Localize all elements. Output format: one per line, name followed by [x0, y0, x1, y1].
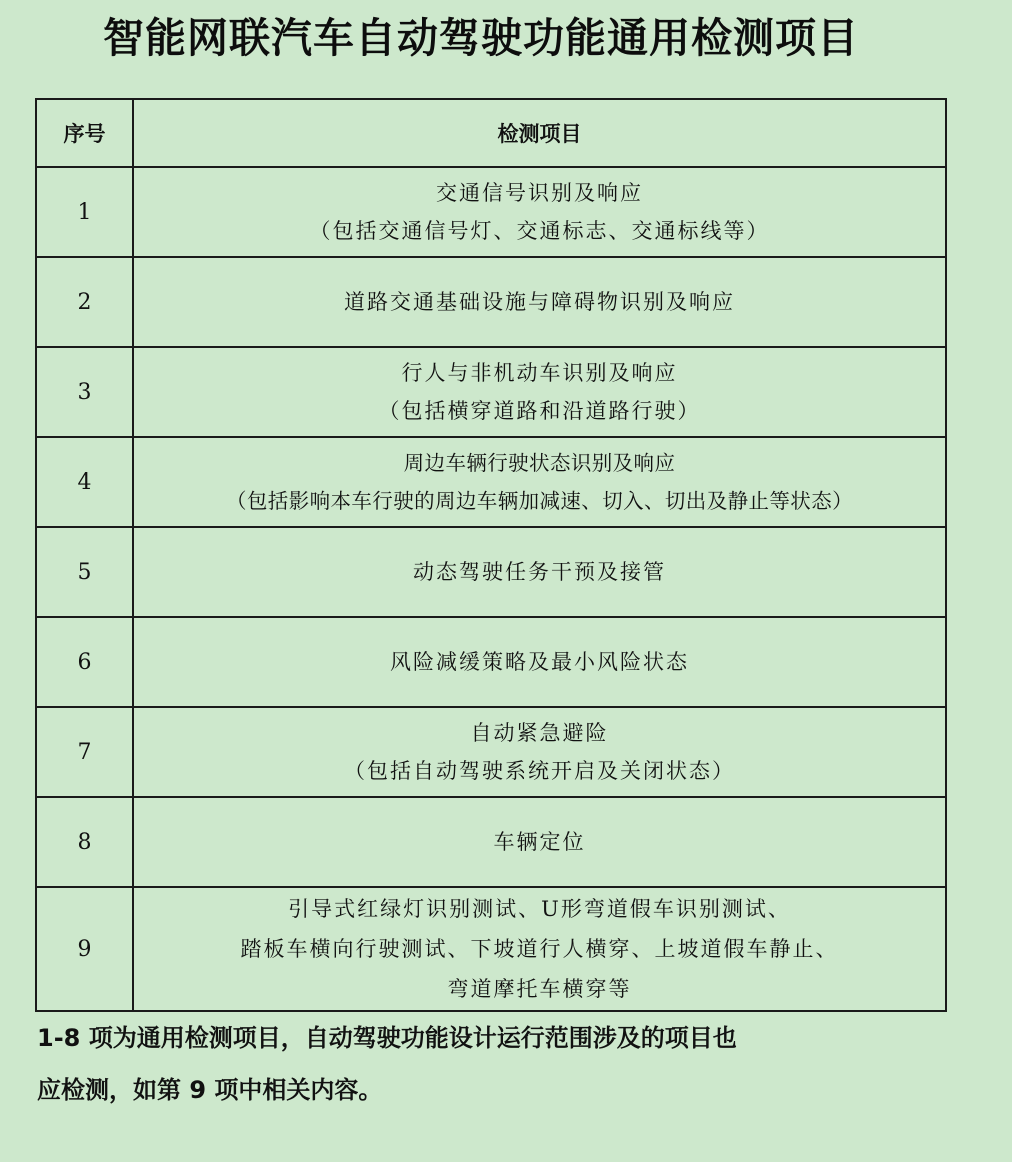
item-line: （包括影响本车行驶的周边车辆加减速、切入、切出及静止等状态） — [226, 489, 853, 513]
table-row — [36, 257, 946, 347]
row-number: 1 — [36, 167, 133, 257]
table-row — [36, 347, 946, 437]
item-line: （包括横穿道路和沿道路行驶） — [378, 399, 701, 423]
row-item — [133, 527, 946, 617]
table-row — [36, 617, 946, 707]
row-number: 3 — [36, 347, 133, 437]
item-line: 自动紧急避险 — [470, 721, 609, 745]
row-number: 4 — [36, 437, 133, 527]
item-line: 引导式红绿灯识别测试、U形弯道假车识别测试、 — [288, 897, 791, 921]
row-number: 7 — [36, 707, 133, 797]
row-number: 8 — [36, 797, 133, 887]
page-title: 智能网联汽车自动驾驶功能通用检测项目 — [103, 14, 859, 62]
column-header-number: 序号 — [36, 99, 133, 167]
row-item — [133, 347, 946, 437]
item-line: （包括交通信号灯、交通标志、交通标线等） — [309, 219, 770, 243]
row-item — [133, 797, 946, 887]
row-number: 6 — [36, 617, 133, 707]
row-item — [133, 707, 946, 797]
row-item — [133, 617, 946, 707]
table-row — [36, 797, 946, 887]
item-line: 行人与非机动车识别及响应 — [401, 361, 678, 385]
item-line: 动态驾驶任务干预及接管 — [413, 560, 666, 584]
row-item — [133, 257, 946, 347]
table-row — [36, 437, 946, 527]
row-item — [133, 437, 946, 527]
table-header-row — [36, 99, 946, 167]
item-line: 车辆定位 — [493, 830, 586, 854]
row-number: 2 — [36, 257, 133, 347]
inspection-items-table — [35, 98, 947, 1012]
item-line: 风险减缓策略及最小风险状态 — [390, 650, 689, 674]
item-line: 交通信号识别及响应 — [436, 181, 643, 205]
item-line: （包括自动驾驶系统开启及关闭状态） — [344, 759, 735, 783]
item-line: 弯道摩托车横穿等 — [447, 977, 632, 1001]
row-number: 9 — [36, 887, 133, 1011]
row-number: 5 — [36, 527, 133, 617]
footnote-line: 1-8 项为通用检测项目，自动驾驶功能设计运行范围涉及的项目也 — [37, 1024, 737, 1052]
item-line: 踏板车横向行驶测试、下坡道行人横穿、上坡道假车静止、 — [240, 937, 839, 961]
table-row — [36, 527, 946, 617]
item-line: 道路交通基础设施与障碍物识别及响应 — [344, 290, 735, 314]
row-item — [133, 167, 946, 257]
footnote — [37, 1012, 957, 1116]
table-row — [36, 167, 946, 257]
row-item — [133, 887, 946, 1011]
column-header-item: 检测项目 — [133, 99, 946, 167]
table-row — [36, 887, 946, 1011]
item-line: 周边车辆行驶状态识别及响应 — [403, 451, 676, 475]
footnote-line: 应检测，如第 9 项中相关内容。 — [37, 1076, 383, 1104]
table-row — [36, 707, 946, 797]
